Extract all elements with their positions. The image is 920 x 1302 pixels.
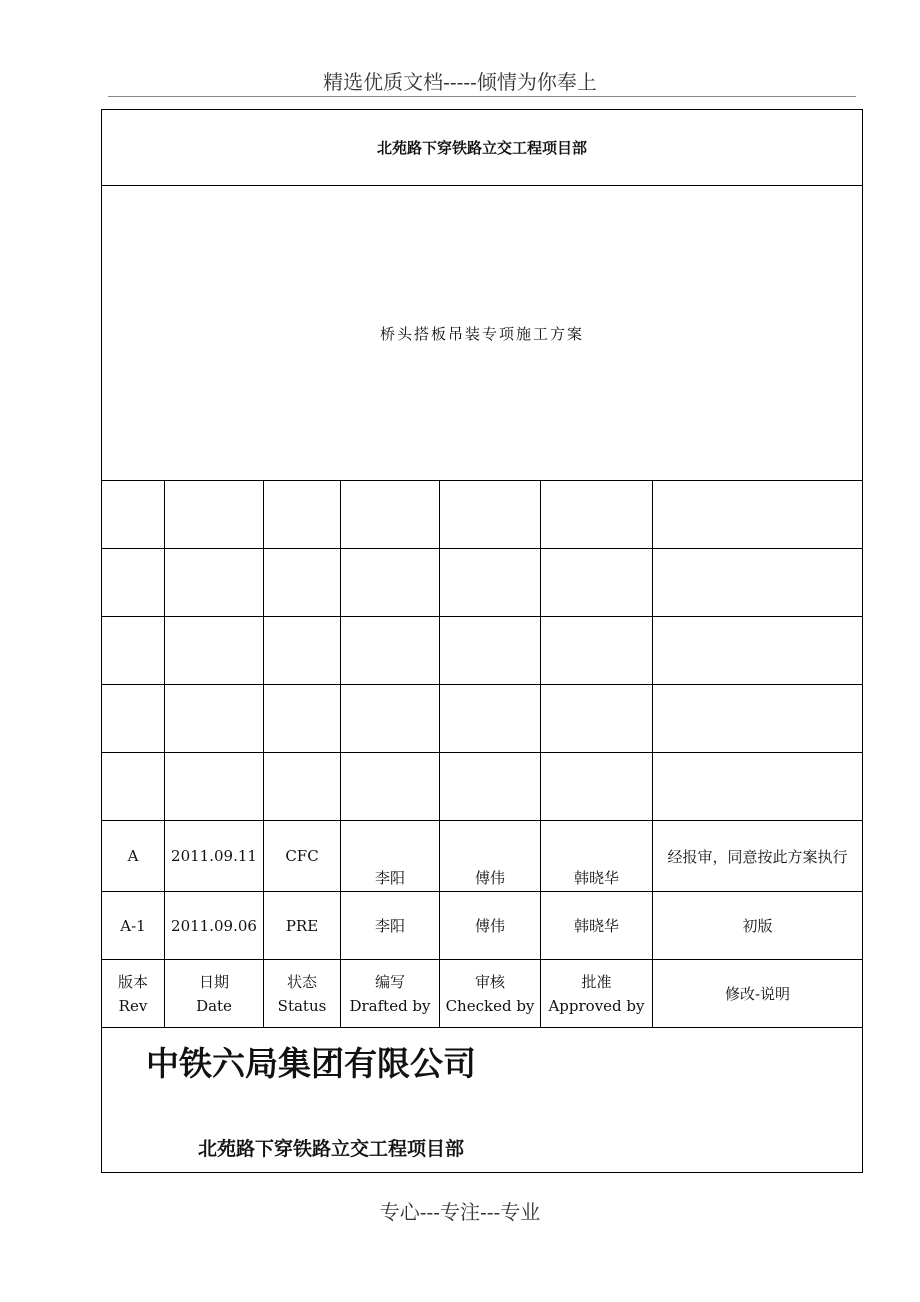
column-label-date: 日期 Date — [165, 960, 264, 1028]
status-cell: CFC — [264, 821, 341, 892]
rev-cell: A — [102, 821, 165, 892]
date-cell: 2011.09.06 — [165, 892, 264, 960]
empty-revision-row — [102, 481, 863, 549]
title-row — [102, 186, 863, 481]
note-cell: 初版 — [653, 892, 863, 960]
company-name: 中铁六局集团有限公司 — [146, 1044, 476, 1083]
column-label-checked: 审核 Checked by — [440, 960, 541, 1028]
footer-block — [102, 1028, 863, 1173]
page-footer: 专心---专注---专业 — [379, 1200, 541, 1224]
checked-cell: 傅伟 — [440, 892, 541, 960]
drafted-cell: 李阳 — [341, 892, 440, 960]
project-name: 北苑路下穿铁路立交工程项目部 — [198, 1138, 465, 1160]
rev-cell: A-1 — [102, 892, 165, 960]
empty-revision-row — [102, 685, 863, 753]
checked-cell: 傅伟 — [440, 821, 541, 892]
document-title: 桥头搭板吊装专项施工方案 — [102, 186, 863, 481]
org-row — [102, 110, 863, 186]
note-cell: 经报审，同意按此方案执行 — [653, 821, 863, 892]
date-cell: 2011.09.11 — [165, 821, 264, 892]
revision-row-a1 — [102, 892, 863, 960]
empty-revision-row — [102, 753, 863, 821]
column-label-drafted: 编写 Drafted by — [341, 960, 440, 1028]
approved-cell: 韩晓华 — [541, 892, 653, 960]
column-label-approved: 批准 Approved by — [541, 960, 653, 1028]
revision-row-a — [102, 821, 863, 892]
footer-block-row — [102, 1028, 863, 1173]
header-rule — [108, 96, 856, 97]
column-label-note: 修改-说明 — [653, 960, 863, 1028]
approved-cell: 韩晓华 — [541, 821, 653, 892]
column-label-row — [102, 960, 863, 1028]
org-title: 北苑路下穿铁路立交工程项目部 — [102, 110, 863, 186]
empty-revision-row — [102, 617, 863, 685]
cover-table — [101, 109, 863, 1173]
page-header: 精选优质文档-----倾情为你奉上 — [323, 70, 597, 94]
column-label-rev: 版本 Rev — [102, 960, 165, 1028]
status-cell: PRE — [264, 892, 341, 960]
drafted-cell: 李阳 — [341, 821, 440, 892]
column-label-status: 状态 Status — [264, 960, 341, 1028]
empty-revision-row — [102, 549, 863, 617]
